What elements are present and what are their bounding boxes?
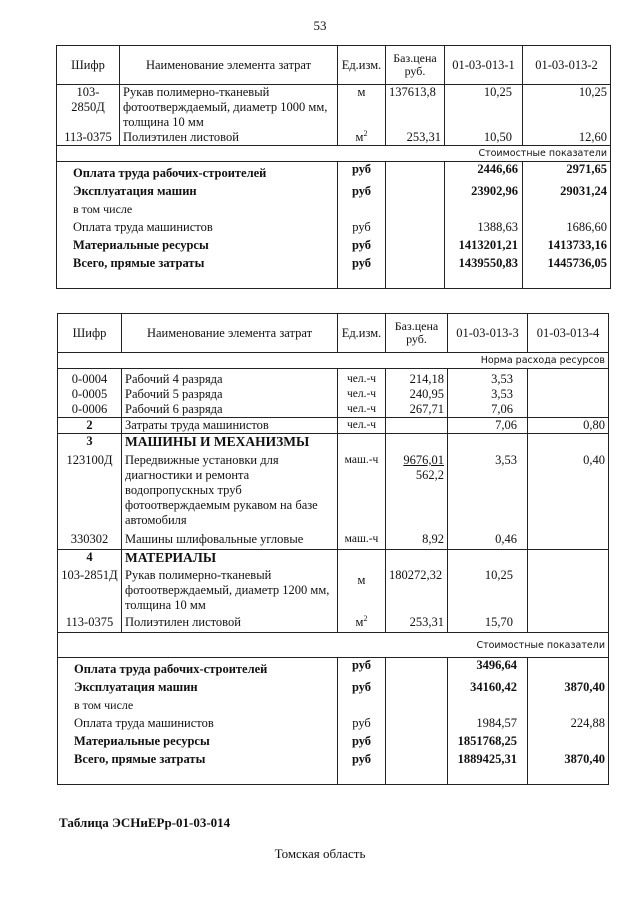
labor-rows [58, 369, 609, 418]
summary-unit: руб [338, 184, 386, 202]
row-value-2 [528, 402, 609, 418]
table-row [58, 613, 609, 633]
row-price: 253,31 [386, 130, 445, 146]
summary-value-1: 1388,63 [445, 220, 523, 238]
header-price: Баз.цена руб. [386, 314, 448, 353]
row-price: 214,18 [386, 369, 448, 388]
row-price: 240,95 [386, 387, 448, 402]
section-label-row [58, 353, 609, 369]
row-code: 113-0375 [58, 613, 122, 633]
summary-value-1: 23902,96 [445, 184, 523, 202]
summary-value-2 [528, 698, 609, 716]
region-footer: Томская область [274, 846, 366, 861]
summary-price [386, 658, 448, 681]
row-name: Рабочий 5 разряда [122, 387, 338, 402]
row-name: Рабочий 6 разряда [122, 402, 338, 418]
row-value-2 [528, 528, 609, 550]
table-row [58, 565, 609, 613]
summary-value-1 [448, 698, 528, 716]
row-unit: маш.-ч [338, 528, 386, 550]
summary-price [386, 220, 445, 238]
row-unit: чел.-ч [338, 369, 386, 388]
row-price: 180272,32 [386, 565, 448, 613]
section-heading-row [58, 550, 609, 566]
row-code: 2 [58, 418, 122, 434]
row-value-2: 0,40 [528, 449, 609, 528]
summary-row [57, 220, 611, 238]
next-table-caption: Таблица ЭСНиЕРр-01-03-014 [59, 815, 231, 830]
row-value-1: 10,50 [445, 130, 523, 146]
summary-value-2 [523, 202, 611, 220]
row-value-1: 3,53 [448, 387, 528, 402]
row-unit: чел.-ч [338, 418, 386, 434]
summary-label: Материальные ресурсы [57, 238, 338, 256]
row-name: Полиэтилен листовой [122, 613, 338, 633]
summary-value-2: 224,88 [528, 716, 609, 734]
summary-value-2: 1686,60 [523, 220, 611, 238]
summary-unit: руб [338, 220, 386, 238]
row-price [386, 449, 448, 528]
row-value-1: 7,06 [448, 418, 528, 434]
row-value-1: 0,46 [448, 528, 528, 550]
row-unit: маш.-ч [338, 449, 386, 528]
row-value-1: 15,70 [448, 613, 528, 633]
summary-price [386, 238, 445, 256]
summary-price [386, 184, 445, 202]
summary-label: Оплата труда машинистов [58, 716, 338, 734]
summary-value-1 [445, 202, 523, 220]
summary-label: Оплата труда рабочих-строителей [58, 658, 338, 681]
row-value-1: 7,06 [448, 402, 528, 418]
summary-row [57, 238, 611, 256]
summary-value-2: 1413733,16 [523, 238, 611, 256]
header-col-3: 01-03-013-3 [448, 314, 528, 353]
row-unit: м [338, 85, 386, 131]
table-row [58, 402, 609, 418]
section-label: Норма расхода ресурсов [58, 353, 609, 369]
summary-row [58, 716, 609, 734]
summary-unit: руб [338, 162, 386, 185]
row-value-2 [528, 387, 609, 402]
row-name: Рукав полимерно-тканевый фотоотверждаемый, диаметр 1200 мм, толщина 10 мм [122, 565, 338, 613]
summary-value-1: 1889425,31 [448, 752, 528, 770]
section-heading-row [58, 434, 609, 450]
summary-value-1: 2446,66 [445, 162, 523, 185]
row-name: Машины шлифовальные угловые [122, 528, 338, 550]
row-code: 0-0005 [58, 387, 122, 402]
summary-unit: руб [338, 734, 386, 752]
summary-unit: руб [338, 716, 386, 734]
row-price: 137613,8 [386, 85, 445, 131]
summary-label: в том числе [58, 698, 338, 716]
summary-unit [338, 202, 386, 220]
header-col-4: 01-03-013-4 [528, 314, 609, 353]
row-name: Рабочий 4 разряда [122, 369, 338, 388]
summary-unit: руб [338, 238, 386, 256]
section-code: 4 [58, 550, 122, 566]
summary-row [58, 734, 609, 752]
summary-spacer-row [58, 770, 609, 785]
row-value-2: 12,60 [523, 130, 611, 146]
row-value-1: 10,25 [448, 565, 528, 613]
table-row [58, 449, 609, 528]
row-price: 267,71 [386, 402, 448, 418]
summary-price [386, 680, 448, 698]
row-value-2: 0,80 [528, 418, 609, 434]
section-label: Стоимостные показатели [58, 633, 609, 658]
summary-label: в том числе [57, 202, 338, 220]
summary-value-1: 1984,57 [448, 716, 528, 734]
row-code: 330302 [58, 528, 122, 550]
header-unit: Ед.изм. [338, 314, 386, 353]
summary-price [386, 162, 445, 185]
header-code: Шифр [57, 46, 120, 85]
summary-price [386, 698, 448, 716]
row-code: 0-0006 [58, 402, 122, 418]
machinist-row [58, 418, 609, 434]
summary-value-2: 29031,24 [523, 184, 611, 202]
summary-row [58, 658, 609, 681]
header-unit: Ед.изм. [338, 46, 386, 85]
row-unit: м [338, 565, 386, 613]
summary-value-1: 1851768,25 [448, 734, 528, 752]
summary-value-2: 3870,40 [528, 680, 609, 698]
summary-value-2: 2971,65 [523, 162, 611, 185]
row-value-2 [528, 369, 609, 388]
table-header-row [57, 46, 611, 85]
estimate-table-1 [56, 45, 611, 289]
section-label-row [57, 146, 611, 162]
row-name: Полиэтилен листовой [120, 130, 338, 146]
table-row [58, 387, 609, 402]
summary-price [386, 256, 445, 274]
row-value-2 [528, 613, 609, 633]
summary-unit: руб [338, 680, 386, 698]
summary-label: Эксплуатация машин [58, 680, 338, 698]
table-row [58, 369, 609, 388]
row-unit: чел.-ч [338, 387, 386, 402]
page-number: 53 [313, 18, 327, 33]
summary-label: Материальные ресурсы [58, 734, 338, 752]
summary-value-2 [528, 734, 609, 752]
header-price: Баз.цена руб. [386, 46, 445, 85]
summary-unit: руб [338, 256, 386, 274]
row-value-1: 10,25 [445, 85, 523, 131]
summary-label: Всего, прямые затраты [57, 256, 338, 274]
section-label-row [58, 633, 609, 658]
row-price [386, 418, 448, 434]
row-unit: $м^2$ [338, 613, 386, 633]
summary-value-1: 3496,64 [448, 658, 528, 681]
row-price: 253,31 [386, 613, 448, 633]
summary-value-1: 34160,42 [448, 680, 528, 698]
price-primary: 9676,01 [403, 453, 444, 467]
summary-price [386, 716, 448, 734]
summary-spacer-row [57, 274, 611, 289]
row-value-1: 3,53 [448, 449, 528, 528]
header-name: Наименование элемента затрат [120, 46, 338, 85]
summary-row [58, 680, 609, 698]
row-value-1: 3,53 [448, 369, 528, 388]
row-code: 113-0375 [57, 130, 120, 146]
row-code: 103-2850Д [57, 85, 120, 131]
table-row [57, 130, 611, 146]
summary-unit [338, 698, 386, 716]
row-code: 123100Д [58, 449, 122, 528]
section-title: МАТЕРИАЛЫ [122, 550, 338, 566]
section-label: Стоимостные показатели [57, 146, 611, 162]
row-value-2: 10,25 [523, 85, 611, 131]
summary-label: Эксплуатация машин [57, 184, 338, 202]
summary-row [57, 162, 611, 185]
section-code: 3 [58, 434, 122, 450]
header-col-1: 01-03-013-1 [445, 46, 523, 85]
table-row [58, 528, 609, 550]
summary-label: Оплата труда рабочих-строителей [57, 162, 338, 185]
summary-unit: руб [338, 752, 386, 770]
row-unit: $м^2$ [338, 130, 386, 146]
summary-block [57, 162, 611, 289]
section-title: МАШИНЫ И МЕХАНИЗМЫ [122, 434, 338, 450]
row-name: Передвижные установки для диагностики и ремонта водопропускных труб фотоотверждаемым рукавом на базе автомобиля [122, 449, 338, 528]
row-value-2 [528, 565, 609, 613]
table-header-row [58, 314, 609, 353]
estimate-table-2 [57, 313, 609, 785]
summary-price [386, 752, 448, 770]
summary-value-1: 1439550,83 [445, 256, 523, 274]
summary-label: Всего, прямые затраты [58, 752, 338, 770]
row-code: 0-0004 [58, 369, 122, 388]
summary-price [386, 202, 445, 220]
summary-row [57, 202, 611, 220]
summary-price [386, 734, 448, 752]
summary-value-2: 3870,40 [528, 752, 609, 770]
summary-unit: руб [338, 658, 386, 681]
header-col-2: 01-03-013-2 [523, 46, 611, 85]
header-code: Шифр [58, 314, 122, 353]
row-price: 8,92 [386, 528, 448, 550]
table-row [57, 85, 611, 131]
summary-row [57, 184, 611, 202]
header-name: Наименование элемента затрат [122, 314, 338, 353]
price-secondary: 562,2 [415, 468, 444, 482]
row-unit: чел.-ч [338, 402, 386, 418]
row-code: 103-2851Д [58, 565, 122, 613]
summary-value-1: 1413201,21 [445, 238, 523, 256]
summary-row [58, 752, 609, 770]
summary-value-2 [528, 658, 609, 681]
summary-row [57, 256, 611, 274]
summary-row [58, 698, 609, 716]
summary-block [58, 658, 609, 785]
row-name: Рукав полимерно-тканевый фотоотверждаемый, диаметр 1000 мм, толщина 10 мм [120, 85, 338, 131]
summary-label: Оплата труда машинистов [57, 220, 338, 238]
row-name: Затраты труда машинистов [122, 418, 338, 434]
summary-value-2: 1445736,05 [523, 256, 611, 274]
